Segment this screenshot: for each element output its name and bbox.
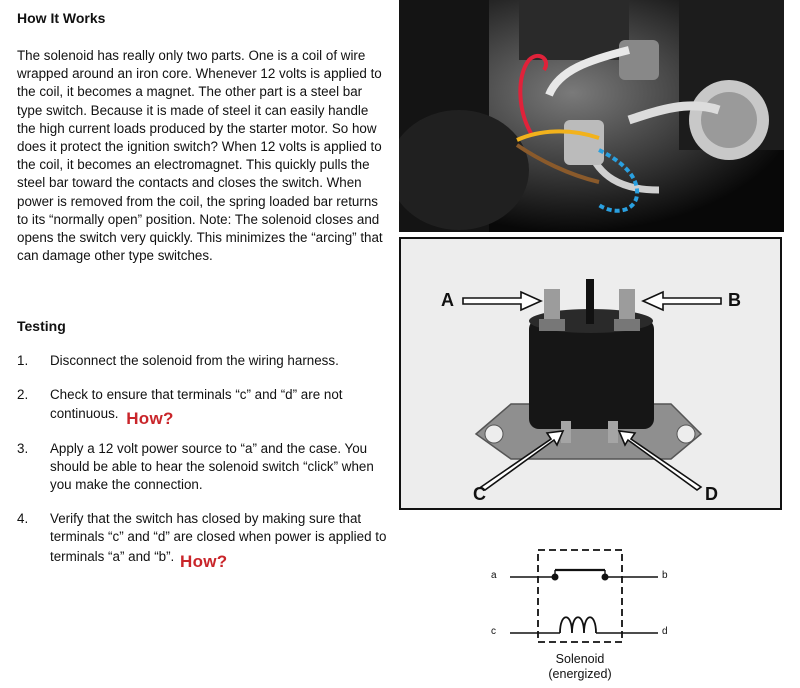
testing-steps [17, 352, 389, 582]
terminal-a-label: a [491, 570, 497, 581]
solenoid-photo [399, 237, 782, 510]
terminal-b-label: b [662, 570, 668, 581]
testing-heading: Testing [17, 318, 66, 334]
solenoid-schematic [480, 540, 690, 688]
step-text: Verify that the switch has closed by making sure that terminals “c” and “d” are closed when power is applied to terminals “a” and “b”. [50, 511, 387, 564]
terminal-c-label: c [491, 626, 496, 637]
step-text: Disconnect the solenoid from the wiring harness. [50, 353, 339, 368]
how-it-works-paragraph: The solenoid has really only two parts. One is a coil of wire wrapped around an iron core. Whenever 12 volts is applied to the coil, it becomes a magnet. The other part is a steel bar type switch. Because it is made of steel it can easily handle the high current loads produced by the starter motor. So how does it protect the ignition switch? When 12 volts is applied to the coil, it becomes an electromagnet. This quickly pulls the steel bar toward the contacts and closes the switch. When power is removed from the coil, the spring loaded bar returns to its “normally open” position. Note: The solenoid closes and opens the switch very quickly. This minimizes the “arcing” that can damage other type switches. [17, 48, 383, 264]
caption-title: Solenoid [555, 652, 605, 666]
label-a: A [441, 290, 454, 310]
solenoid-drawing [401, 239, 780, 508]
step-number: 1. [17, 353, 29, 368]
step-text: Check to ensure that terminals “c” and “d” are not continuous. [50, 387, 343, 422]
how-annotation: How? [180, 551, 228, 571]
label-b: B [728, 290, 741, 310]
step-4 [17, 510, 389, 571]
wiring-photo-drawing [399, 0, 784, 232]
step-text: Apply a 12 volt power source to “a” and the case. You should be able to hear the solenoid switch “click” when you make the connection. [50, 440, 374, 493]
how-it-works-heading: How It Works [17, 10, 106, 26]
step-2 [17, 386, 389, 429]
terminal-d-label: d [662, 626, 668, 637]
step-3 [17, 440, 389, 495]
step-number: 3. [17, 440, 29, 456]
schematic-caption [480, 652, 680, 682]
step-number: 4. [17, 511, 29, 527]
caption-subtitle: (energized) [548, 667, 612, 681]
label-c: C [473, 484, 486, 504]
step-1 [17, 352, 389, 370]
schematic-drawing [480, 540, 690, 650]
wiring-photo [399, 0, 784, 232]
step-number: 2. [17, 387, 29, 403]
how-annotation: How? [126, 409, 174, 429]
label-d: D [705, 484, 718, 504]
